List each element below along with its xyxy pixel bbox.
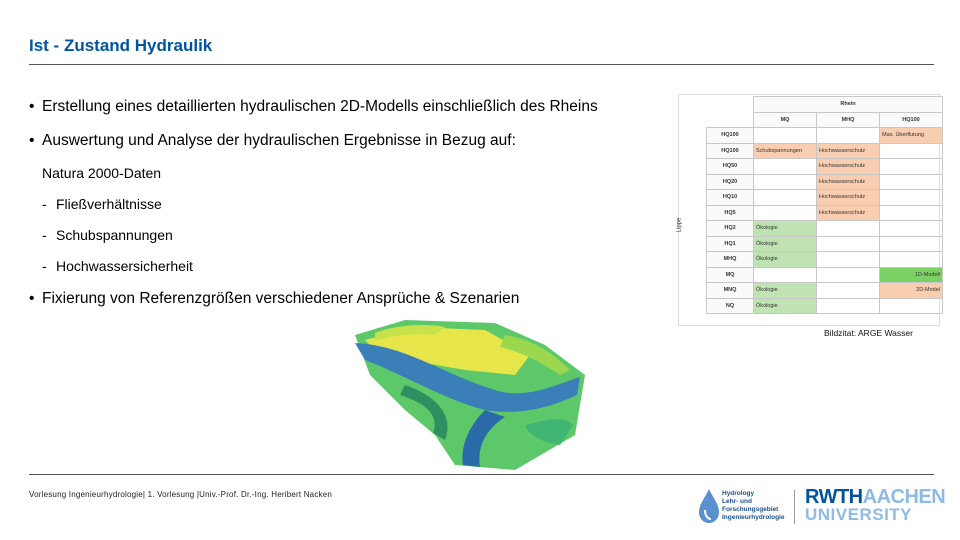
hydrology-logo-text: Hydrology Lehr- und Forschungsgebiet Ingenieurhydrologie <box>722 490 785 521</box>
sub-list-item: - Hochwassersicherheit <box>42 258 193 274</box>
matrix-top-header: Rhein <box>754 97 943 113</box>
slide-title: Ist - Zustand Hydraulik <box>29 36 213 55</box>
image-credit: Bildzitat: ARGE Wasser <box>824 328 913 338</box>
sub-list-item: - Fließverhältnisse <box>42 196 162 212</box>
bullet-item: • Fixierung von Referenzgrößen verschiedener Ansprüche & Szenarien <box>29 290 520 307</box>
footer-text: Vorlesung Ingenieurhydrologie| 1. Vorlesung |Univ.-Prof. Dr.-Ing. Heribert Nacken <box>29 490 333 499</box>
logo-separator <box>794 490 795 524</box>
sub-heading: Natura 2000-Daten <box>42 165 162 181</box>
bullet-item: • Auswertung und Analyse der hydraulischen Ergebnisse in Bezug auf: <box>29 132 516 149</box>
title-divider <box>29 64 934 65</box>
rwth-logo: RWTHAACHEN UNIVERSITY <box>805 486 946 524</box>
bullet-item: • Erstellung eines detaillierten hydraulischen 2D-Modells einschließlich des Rheins <box>29 98 598 115</box>
water-drop-icon <box>698 488 720 524</box>
sub-list-item: - Schubspannungen <box>42 227 173 243</box>
hydraulic-model-image <box>345 315 615 475</box>
matrix-side-header: Lippe <box>676 217 683 233</box>
footer-divider <box>29 474 934 475</box>
scenario-matrix: Rhein MQ MHQ HQ100 HQ100 Max. Überflutung HQ100 Schubspannungen Hochwasserschutz HQ50 Hochwasserschutz HQ20 Hochwasserschutz HQ10 Hochwasserschutz HQ5 Hochwasserschutz HQ2 Ökologie HQ1 Ökologie MHQ Ökologie MQ 1D-Modell MNQ Ökologie 2D-Model NQ Ökologie <box>706 96 943 314</box>
